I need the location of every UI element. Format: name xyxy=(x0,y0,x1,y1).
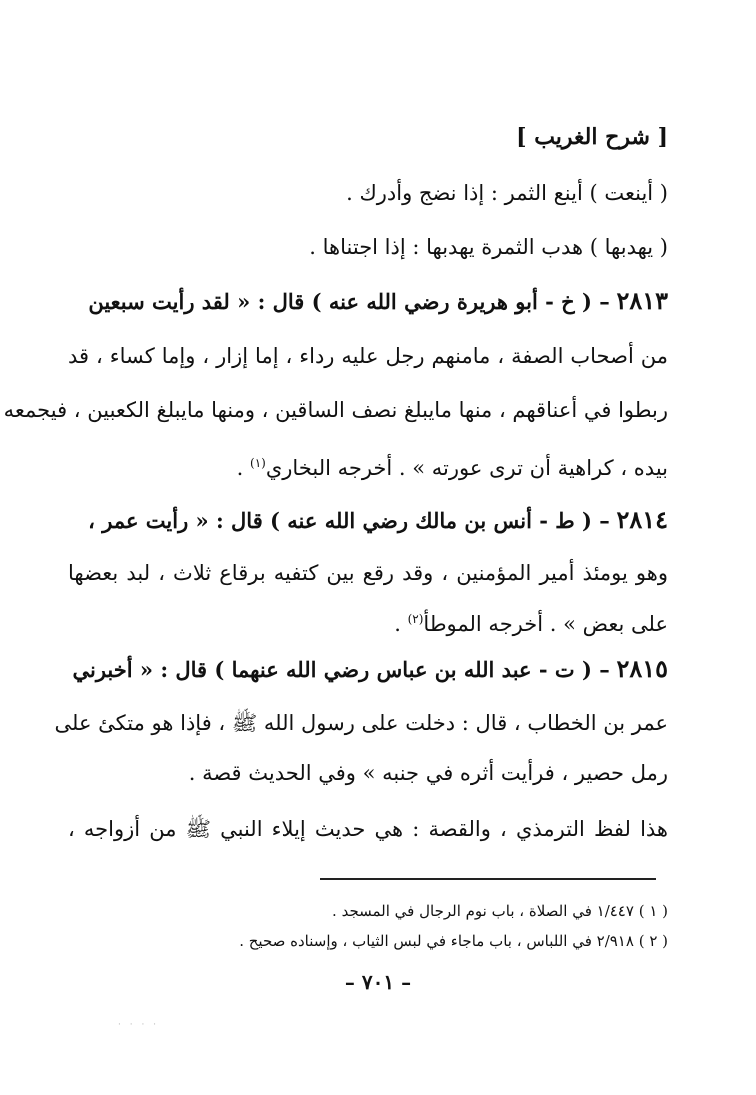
scan-specks: · · · · xyxy=(118,1020,160,1030)
footnote-ref: (٢) xyxy=(407,612,424,626)
hadith-2815-line-2: عمر بن الخطاب ، قال : دخلت على رسول الله ﷺ ، فإذا هو متكئ على xyxy=(54,711,668,735)
footnote-2: ( ٢ ) ٢/٩١٨ في اللباس ، باب ماجاء في لبس الثياب ، وإسناده صحيح . xyxy=(239,932,668,950)
gloss-header: [ شرح الغريب ] xyxy=(516,124,668,150)
page-number: – ٧٠١ – xyxy=(344,970,412,994)
footnote-divider xyxy=(320,878,656,880)
hadith-2814-line-3 xyxy=(68,604,668,639)
hadith-end: . xyxy=(394,612,408,636)
hadith-2813-line-1 xyxy=(68,286,668,317)
hadith-2814-line-1 xyxy=(68,505,668,536)
hadith-narrator: – ( ط - أنس بن مالك رضي الله عنه ) قال : « رأيت عمر ، xyxy=(88,508,610,533)
hadith-end: . xyxy=(236,456,250,480)
gloss-line-1: ( أينعت ) أينع الثمر : إذا نضج وأدرك . xyxy=(346,181,668,205)
hadith-text: بيده ، كراهية أن ترى عورته » . أخرجه البخاري xyxy=(265,456,668,480)
hadith-2813-line-3: ربطوا في أعناقهم ، منها مايبلغ نصف الساقين ، ومنها مايبلغ الكعبين ، فيجمعه xyxy=(3,398,668,422)
hadith-number: ٢٨١٣ xyxy=(616,286,668,315)
hadith-number: ٢٨١٥ xyxy=(616,654,668,683)
hadith-2813-line-4 xyxy=(68,448,668,483)
hadith-number: ٢٨١٤ xyxy=(616,505,668,534)
hadith-narrator: – ( خ - أبو هريرة رضي الله عنه ) قال : « لقد رأيت سبعين xyxy=(88,289,610,314)
footnote-1: ( ١ ) ١/٤٤٧ في الصلاة ، باب نوم الرجال في المسجد . xyxy=(332,902,668,920)
gloss-line-2: ( يهدبها ) هدب الثمرة يهدبها : إذا اجتناها . xyxy=(309,235,668,259)
hadith-2813-line-2: من أصحاب الصفة ، مامنهم رجل عليه رداء ، إما إزار ، وإما كساء ، قد xyxy=(68,344,668,368)
hadith-2815-line-3: رمل حصير ، فرأيت أثره في جنبه » وفي الحديث قصة . xyxy=(188,761,668,785)
hadith-2815-line-1 xyxy=(68,654,668,685)
hadith-narrator: – ( ت - عبد الله بن عباس رضي الله عنهما ) قال : « أخبرني xyxy=(72,657,610,682)
hadith-text: على بعض » . أخرجه الموطأ xyxy=(423,612,668,636)
hadith-2814-line-2: وهو يومئذ أمير المؤمنين ، وقد رقع بين كتفيه برقاع ثلاث ، لبد بعضها xyxy=(68,561,668,585)
footnote-ref: (١) xyxy=(250,456,266,470)
hadith-2815-line-4: هذا لفظ الترمذي ، والقصة : هي حديث إيلاء النبي ﷺ من أزواجه ، xyxy=(68,817,668,841)
